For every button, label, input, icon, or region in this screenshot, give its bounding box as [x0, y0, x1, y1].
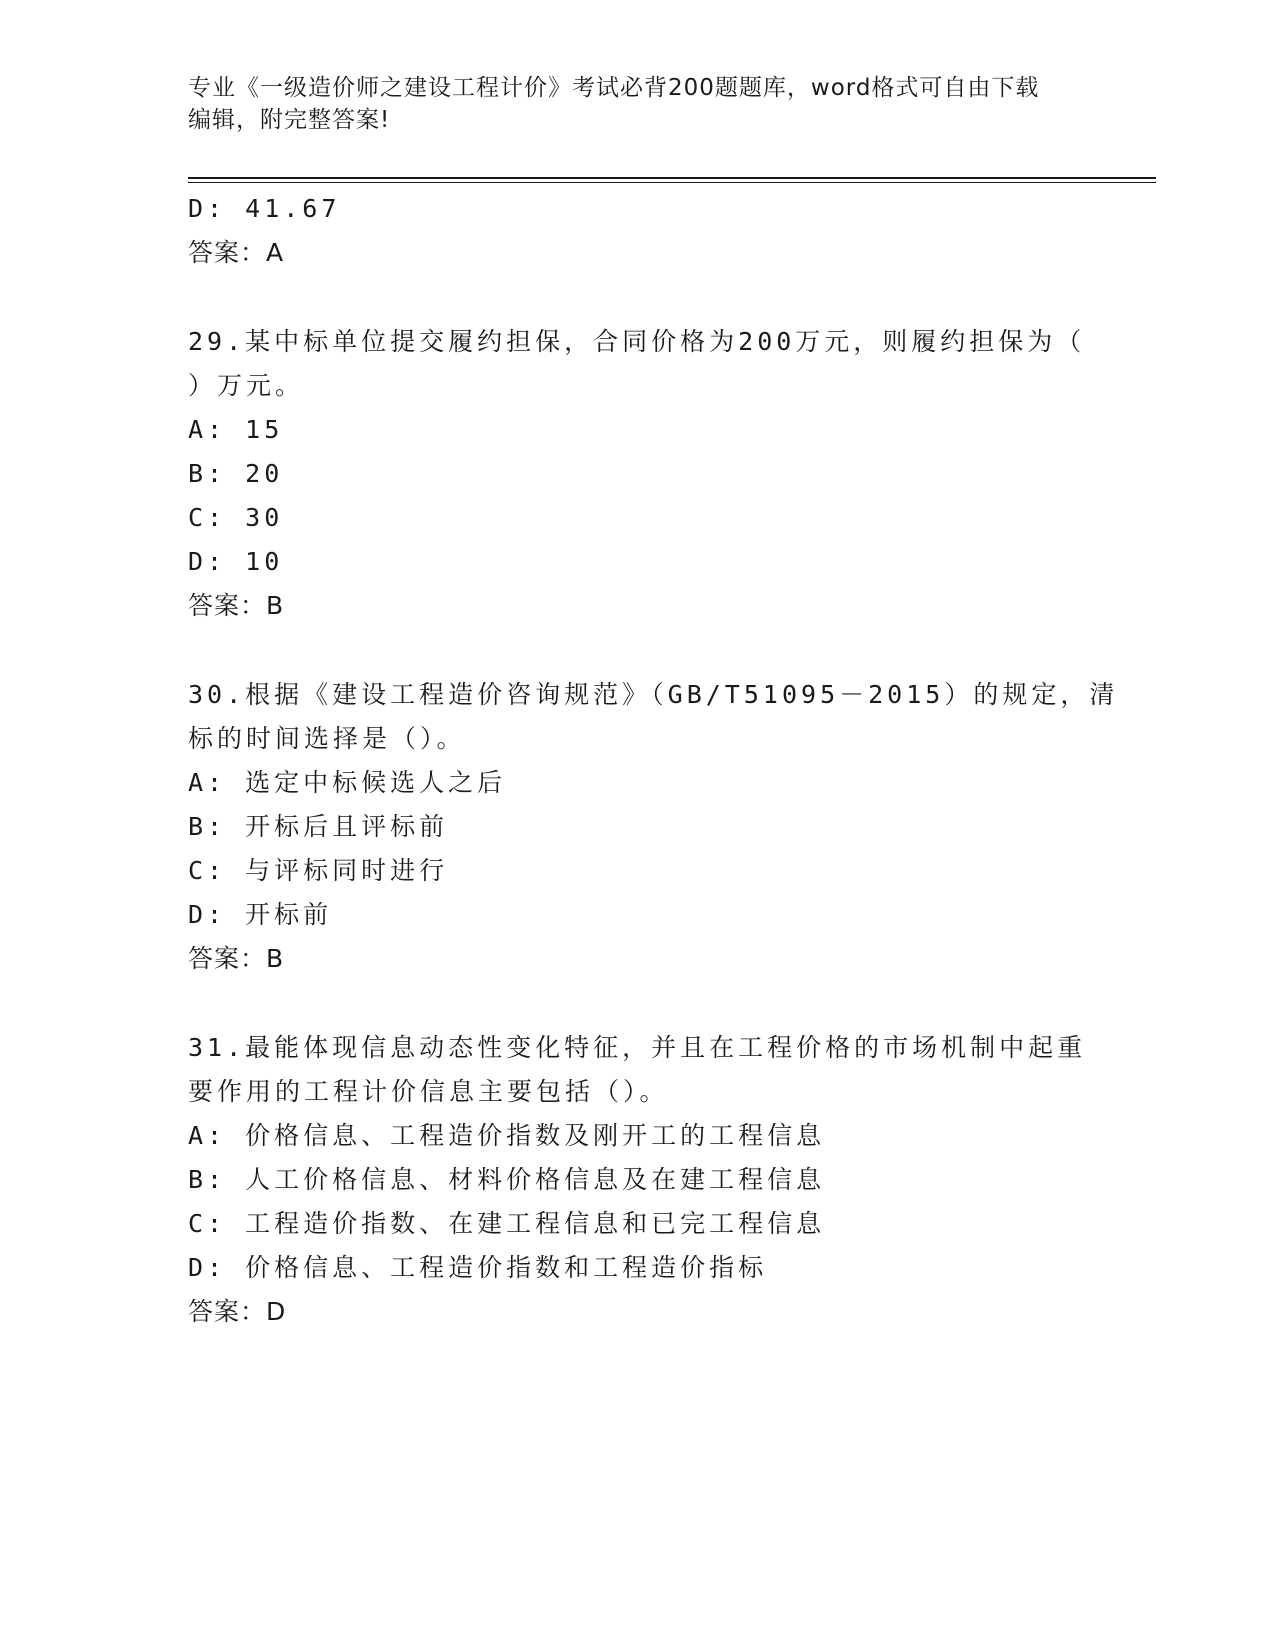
- prev-answer: 答案：A: [188, 238, 285, 267]
- header-line-2: 编辑，附完整答案!: [188, 107, 391, 133]
- prev-option-d: D: 41.67: [188, 194, 341, 223]
- q31-stem-line-2: 要作用的工程计价信息主要包括（）。: [188, 1077, 669, 1106]
- q30-option-a: A: 选定中标候选人之后: [188, 768, 507, 797]
- q29-stem-line-2: ）万元。: [188, 371, 305, 400]
- header-line-1: 专业《一级造价师之建设工程计价》考试必背200题题库，word格式可自由下载: [188, 75, 1040, 101]
- header-divider-thin: [188, 182, 1156, 183]
- q30-option-d: D: 开标前: [188, 900, 333, 929]
- q31-option-c: C: 工程造价指数、在建工程信息和已完工程信息: [188, 1209, 826, 1238]
- header-divider-thick: [188, 177, 1156, 179]
- document-header: [188, 72, 1068, 136]
- q29-option-d: D: 10: [188, 547, 284, 576]
- q30-option-b: B: 开标后且评标前: [188, 812, 449, 841]
- q31-option-b: B: 人工价格信息、材料价格信息及在建工程信息: [188, 1165, 826, 1194]
- q30-stem-line-2: 标的时间选择是（）。: [188, 724, 466, 753]
- q29-answer: 答案：B: [188, 591, 285, 620]
- q29-option-c: C: 30: [188, 503, 284, 532]
- q29-option-b: B: 20: [188, 459, 284, 488]
- q30-stem-line-1: 30.根据《建设工程造价咨询规范》（GB/T51095－2015）的规定，清: [188, 680, 1119, 709]
- q30-option-c: C: 与评标同时进行: [188, 856, 449, 885]
- q30-answer: 答案：B: [188, 944, 285, 973]
- q31-option-d: D: 价格信息、工程造价指数和工程造价指标: [188, 1253, 768, 1282]
- q31-stem-line-1: 31.最能体现信息动态性变化特征，并且在工程价格的市场机制中起重: [188, 1033, 1087, 1062]
- q29-stem-line-1: 29.某中标单位提交履约担保，合同价格为200万元，则履约担保为（: [188, 327, 1086, 356]
- q31-answer: 答案：D: [188, 1297, 287, 1326]
- q31-option-a: A: 价格信息、工程造价指数及刚开工的工程信息: [188, 1121, 826, 1150]
- q29-option-a: A: 15: [188, 415, 284, 444]
